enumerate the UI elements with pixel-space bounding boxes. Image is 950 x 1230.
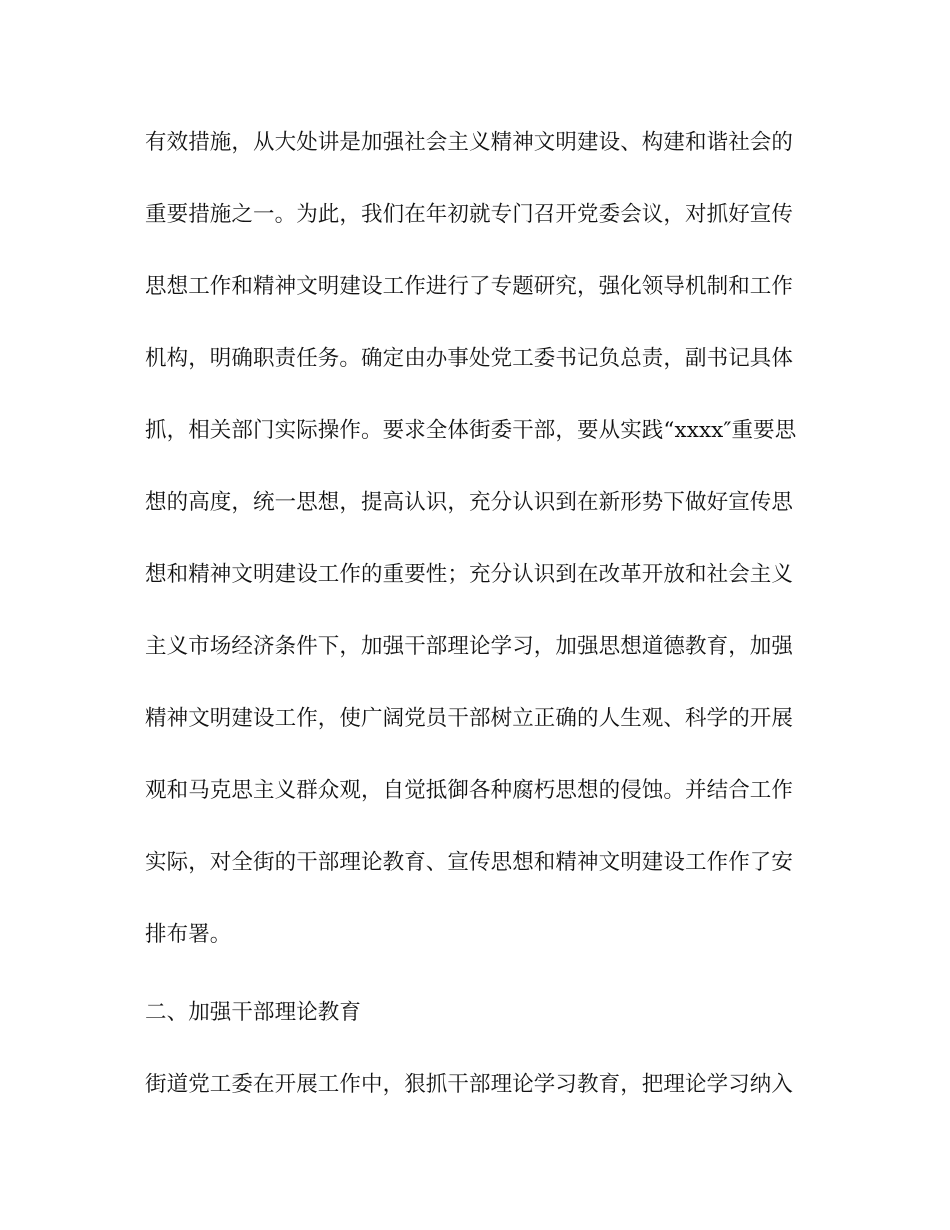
paragraph-line: 想的高度，统一思想，提高认识，充分认识到在新形势下做好宣传思 [145, 490, 794, 515]
paragraph-line: 有效措施，从大处讲是加强社会主义精神文明建设、构建和谐社会的 [145, 130, 794, 155]
section-heading: 二、加强干部理论教育 [145, 1000, 362, 1025]
paragraph-line: 精神文明建设工作，使广阔党员干部树立正确的人生观、科学的开展 [145, 706, 794, 731]
paragraph-line: 实际，对全街的干部理论教育、宣传思想和精神文明建设工作作了安 [145, 850, 794, 875]
paragraph-line: 观和马克思主义群众观，自觉抵御各种腐朽思想的侵蚀。并结合工作 [145, 778, 794, 803]
paragraph-line: 抓，相关部门实际操作。要求全体街委干部，要从实践“xxxx″重要思 [145, 418, 797, 443]
paragraph-line: 排布署。 [145, 922, 232, 947]
paragraph-line: 思想工作和精神文明建设工作进行了专题研究，强化领导机制和工作 [145, 274, 794, 299]
paragraph-line: 机构，明确职责任务。确定由办事处党工委书记负总责，副书记具体 [145, 346, 794, 371]
paragraph-line: 主义市场经济条件下，加强干部理论学习，加强思想道德教育，加强 [145, 634, 794, 659]
paragraph-line: 想和精神文明建设工作的重要性；充分认识到在改革开放和社会主义 [145, 562, 794, 587]
paragraph-line: 重要措施之一。为此，我们在年初就专门召开党委会议，对抓好宣传 [145, 202, 794, 227]
paragraph-line: 街道党工委在开展工作中，狠抓干部理论学习教育，把理论学习纳入 [145, 1072, 794, 1097]
